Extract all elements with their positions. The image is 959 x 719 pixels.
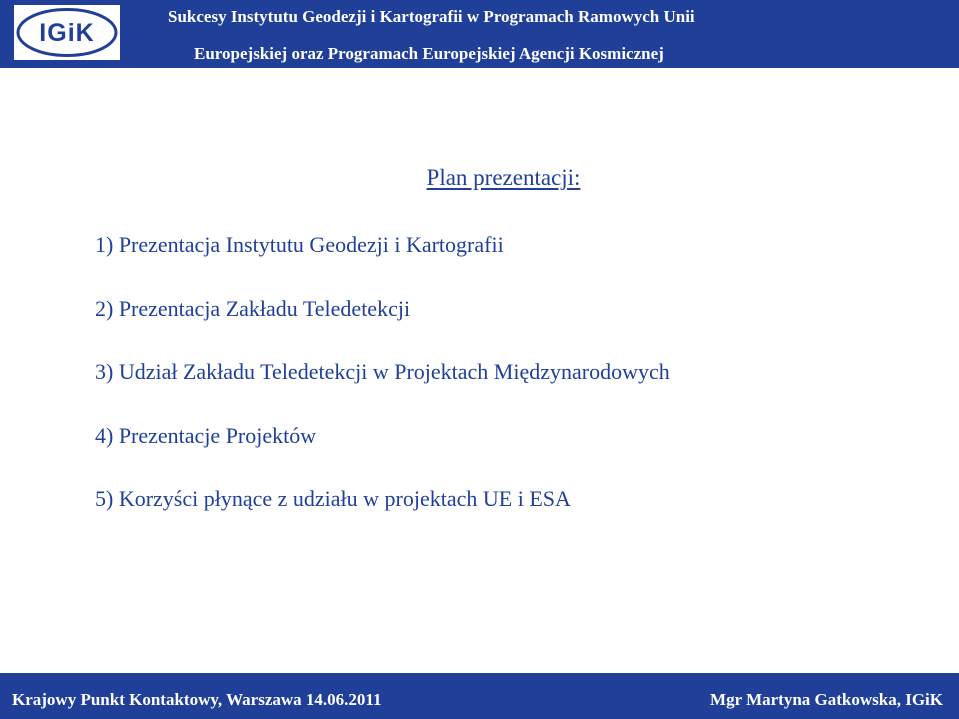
header-bar: [0, 0, 959, 68]
agenda-item-2: 2) Prezentacja Zakładu Teledetekcji: [95, 295, 411, 321]
agenda-item-1: 1) Prezentacja Instytutu Geodezji i Kartografii: [95, 232, 504, 257]
footer-author: Mgr Martyna Gatkowska, IGiK: [710, 690, 943, 709]
header-title-line-2: Europejskiej oraz Programach Europejskiej Agencji Kosmicznej: [194, 44, 664, 63]
agenda-item-4: 4) Prezentacje Projektów: [95, 422, 317, 448]
igik-logo: [14, 5, 120, 60]
logo-text: IGiK: [39, 19, 95, 47]
agenda-item-3: 3) Udział Zakładu Teledetekcji w Projektach Międzynarodowych: [95, 359, 670, 384]
footer-bar: [0, 673, 959, 719]
header-title-line-1: Sukcesy Instytutu Geodezji i Kartografii w Programach Ramowych Unii: [168, 7, 695, 26]
agenda-item-5: 5) Korzyści płynące z udziału w projektach UE i ESA: [95, 486, 571, 511]
footer-event-info: Krajowy Punkt Kontaktowy, Warszawa 14.06.2011: [12, 690, 382, 709]
slide-title: Plan prezentacji:: [426, 165, 581, 190]
agenda-list: [95, 232, 670, 550]
